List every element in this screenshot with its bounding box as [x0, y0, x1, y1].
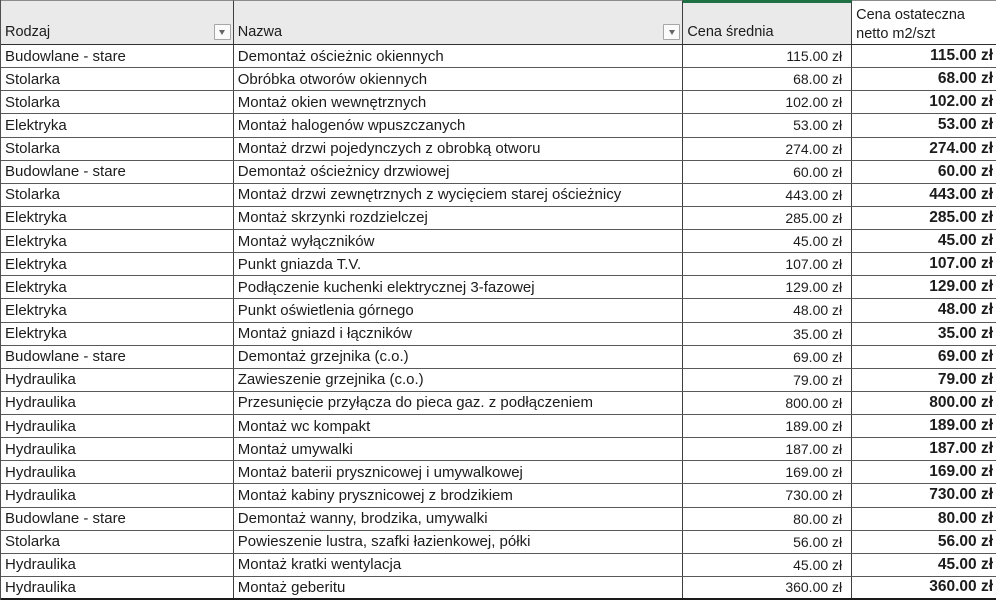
cell-rodzaj[interactable]: Stolarka [1, 91, 234, 113]
cell-cena-srednia[interactable]: 730.00 zł [683, 484, 852, 506]
cell-rodzaj[interactable]: Budowlane - stare [1, 45, 234, 67]
table-row [1, 461, 996, 484]
cell-nazwa[interactable]: Montaż umywalki [234, 438, 684, 460]
cell-nazwa[interactable]: Demontaż ościeżnic okiennych [234, 45, 684, 67]
cell-cena-srednia[interactable]: 102.00 zł [683, 91, 852, 113]
cell-nazwa[interactable]: Montaż baterii prysznicowej i umywalkowej [234, 461, 684, 483]
cell-cena-srednia[interactable]: 189.00 zł [683, 415, 852, 437]
cell-rodzaj[interactable]: Hydraulika [1, 461, 234, 483]
table-row [1, 114, 996, 137]
cell-cena-srednia[interactable]: 800.00 zł [683, 392, 852, 414]
cell-rodzaj[interactable]: Budowlane - stare [1, 346, 234, 368]
cell-nazwa[interactable]: Montaż gniazd i łączników [234, 323, 684, 345]
column-header-cena-srednia-label: Cena średnia [687, 24, 774, 40]
cell-nazwa[interactable]: Montaż wyłączników [234, 230, 684, 252]
cell-cena-ostateczna[interactable]: 285.00 zł [929, 208, 994, 226]
cell-rodzaj[interactable]: Hydraulika [1, 484, 234, 506]
table-row [1, 369, 996, 392]
cell-nazwa[interactable]: Podłączenie kuchenki elektrycznej 3-fazowej [234, 276, 684, 298]
cell-cena-ostateczna[interactable]: 115.00 zł [930, 47, 994, 65]
cell-nazwa[interactable]: Przesunięcie przyłącza do pieca gaz. z podłączeniem [234, 392, 684, 414]
cell-nazwa[interactable]: Demontaż grzejnika (c.o.) [234, 346, 684, 368]
cell-rodzaj[interactable]: Elektryka [1, 276, 234, 298]
cell-cena-ostateczna[interactable]: 56.00 zł [937, 532, 994, 550]
cell-rodzaj[interactable]: Stolarka [1, 184, 234, 206]
table-row [1, 392, 996, 415]
cell-rodzaj[interactable]: Hydraulika [1, 554, 234, 576]
cell-cena-ostateczna[interactable]: 189.00 zł [929, 417, 994, 435]
cell-cena-srednia[interactable]: 80.00 zł [683, 508, 852, 530]
cell-cena-srednia[interactable]: 129.00 zł [683, 276, 852, 298]
cell-cena-ostateczna[interactable]: 45.00 zł [937, 232, 994, 250]
cell-nazwa[interactable]: Montaż okien wewnętrznych [234, 91, 684, 113]
cell-cena-srednia[interactable]: 285.00 zł [683, 207, 852, 229]
cell-cena-ostateczna[interactable]: 800.00 zł [929, 393, 994, 411]
column-header-nazwa-label: Nazwa [237, 24, 283, 40]
table-row [1, 508, 996, 531]
table-row [1, 138, 996, 161]
cell-cena-srednia[interactable]: 79.00 zł [683, 369, 852, 391]
cell-cena-ostateczna[interactable]: 35.00 zł [937, 324, 994, 342]
cell-rodzaj[interactable]: Stolarka [1, 531, 234, 553]
cell-nazwa[interactable]: Montaż wc kompakt [234, 415, 684, 437]
cell-rodzaj[interactable]: Hydraulika [1, 369, 234, 391]
filter-dropdown-nazwa[interactable] [663, 24, 680, 40]
cell-cena-ostateczna[interactable]: 79.00 zł [937, 370, 994, 388]
table-row [1, 276, 996, 299]
cell-cena-srednia[interactable]: 169.00 zł [683, 461, 852, 483]
cell-rodzaj[interactable]: Hydraulika [1, 438, 234, 460]
cell-cena-srednia[interactable]: 443.00 zł [683, 184, 852, 206]
cell-nazwa[interactable]: Powieszenie lustra, szafki łazienkowej, półki [234, 531, 684, 553]
cell-rodzaj[interactable]: Elektryka [1, 114, 234, 136]
cell-nazwa[interactable]: Demontaż wanny, brodzika, umywalki [234, 508, 684, 530]
cell-cena-ostateczna[interactable]: 69.00 zł [937, 347, 994, 365]
cell-nazwa[interactable]: Montaż geberitu [234, 577, 684, 598]
table-row [1, 346, 996, 369]
cell-cena-srednia[interactable]: 115.00 zł [683, 45, 852, 67]
cell-nazwa[interactable]: Obróbka otworów okiennych [234, 68, 684, 90]
cell-cena-srednia[interactable]: 48.00 zł [683, 299, 852, 321]
cell-nazwa[interactable]: Zawieszenie grzejnika (c.o.) [234, 369, 684, 391]
cell-cena-srednia[interactable]: 53.00 zł [683, 114, 852, 136]
cell-cena-srednia[interactable]: 68.00 zł [683, 68, 852, 90]
cell-cena-ostateczna[interactable]: 68.00 zł [937, 70, 994, 88]
cell-cena-srednia[interactable]: 274.00 zł [683, 138, 852, 160]
cell-cena-srednia[interactable]: 360.00 zł [683, 577, 852, 598]
table-row [1, 577, 996, 600]
cell-rodzaj[interactable]: Hydraulika [1, 415, 234, 437]
cell-cena-ostateczna[interactable]: 45.00 zł [937, 555, 994, 573]
cell-nazwa[interactable]: Montaż halogenów wpuszczanych [234, 114, 684, 136]
column-header-nazwa[interactable] [234, 0, 684, 44]
cell-rodzaj[interactable]: Hydraulika [1, 577, 234, 598]
cell-cena-srednia[interactable]: 45.00 zł [683, 230, 852, 252]
cell-cena-srednia[interactable]: 56.00 zł [683, 531, 852, 553]
cell-cena-ostateczna[interactable]: 129.00 zł [929, 278, 994, 296]
cell-cena-ostateczna[interactable]: 60.00 zł [937, 162, 994, 180]
column-header-cena-ostateczna-label: Cena ostateczna netto m2/szt [856, 7, 965, 42]
table-row [1, 230, 996, 253]
cell-nazwa[interactable]: Montaż kabiny prysznicowej z brodzikiem [234, 484, 684, 506]
cell-cena-ostateczna[interactable]: 274.00 zł [929, 139, 994, 157]
cell-nazwa[interactable]: Montaż kratki wentylacja [234, 554, 684, 576]
cell-nazwa[interactable]: Punkt gniazda T.V. [234, 253, 684, 275]
cell-rodzaj[interactable]: Stolarka [1, 138, 234, 160]
cell-nazwa[interactable]: Demontaż ościeżnicy drzwiowej [234, 161, 684, 183]
cell-nazwa[interactable]: Montaż drzwi zewnętrznych z wycięciem starej ościeżnicy [234, 184, 684, 206]
cell-rodzaj[interactable]: Stolarka [1, 68, 234, 90]
chevron-down-icon [669, 30, 675, 35]
table-row [1, 415, 996, 438]
cell-cena-ostateczna[interactable]: 102.00 zł [929, 93, 994, 111]
table-header-row [1, 0, 996, 45]
table-row [1, 554, 996, 577]
cell-cena-ostateczna[interactable]: 107.00 zł [929, 255, 994, 273]
cell-cena-srednia[interactable]: 187.00 zł [683, 438, 852, 460]
table-row [1, 91, 996, 114]
cell-rodzaj[interactable]: Budowlane - stare [1, 161, 234, 183]
table-row [1, 207, 996, 230]
cell-cena-ostateczna[interactable]: 360.00 zł [929, 578, 994, 596]
cell-nazwa[interactable]: Punkt oświetlenia górnego [234, 299, 684, 321]
cell-cena-ostateczna[interactable]: 730.00 zł [929, 486, 994, 504]
column-header-cena-srednia[interactable] [683, 0, 852, 44]
cell-cena-srednia[interactable]: 69.00 zł [683, 346, 852, 368]
table-row [1, 438, 996, 461]
cell-cena-ostateczna[interactable]: 443.00 zł [929, 185, 994, 203]
cell-cena-ostateczna[interactable]: 48.00 zł [937, 301, 994, 319]
table-row [1, 45, 996, 68]
column-header-rodzaj[interactable] [1, 0, 234, 44]
cell-cena-ostateczna[interactable]: 80.00 zł [937, 509, 994, 527]
chevron-down-icon [219, 30, 225, 35]
cell-rodzaj[interactable]: Elektryka [1, 230, 234, 252]
cell-cena-srednia[interactable]: 60.00 zł [683, 161, 852, 183]
cell-nazwa[interactable]: Montaż drzwi pojedynczych z obrobką otworu [234, 138, 684, 160]
cell-nazwa[interactable]: Montaż skrzynki rozdzielczej [234, 207, 684, 229]
cell-cena-srednia[interactable]: 107.00 zł [683, 253, 852, 275]
cell-cena-srednia[interactable]: 35.00 zł [683, 323, 852, 345]
table-row [1, 484, 996, 507]
table-row [1, 323, 996, 346]
cell-rodzaj[interactable]: Elektryka [1, 299, 234, 321]
column-header-rodzaj-label: Rodzaj [5, 24, 51, 40]
cell-rodzaj[interactable]: Elektryka [1, 207, 234, 229]
cell-cena-ostateczna[interactable]: 53.00 zł [937, 116, 994, 134]
cell-rodzaj[interactable]: Elektryka [1, 253, 234, 275]
table-row [1, 531, 996, 554]
cell-rodzaj[interactable]: Elektryka [1, 323, 234, 345]
table-body [1, 45, 996, 600]
table-row [1, 253, 996, 276]
cell-cena-srednia[interactable]: 45.00 zł [683, 554, 852, 576]
table-row [1, 161, 996, 184]
column-header-cena-ostateczna[interactable] [852, 0, 996, 44]
cell-rodzaj[interactable]: Budowlane - stare [1, 508, 234, 530]
cell-cena-ostateczna[interactable]: 169.00 zł [929, 463, 994, 481]
filter-dropdown-rodzaj[interactable] [214, 24, 231, 40]
table-row [1, 299, 996, 322]
cell-cena-ostateczna[interactable]: 187.00 zł [929, 440, 994, 458]
cell-rodzaj[interactable]: Hydraulika [1, 392, 234, 414]
table-row [1, 184, 996, 207]
table-row [1, 68, 996, 91]
